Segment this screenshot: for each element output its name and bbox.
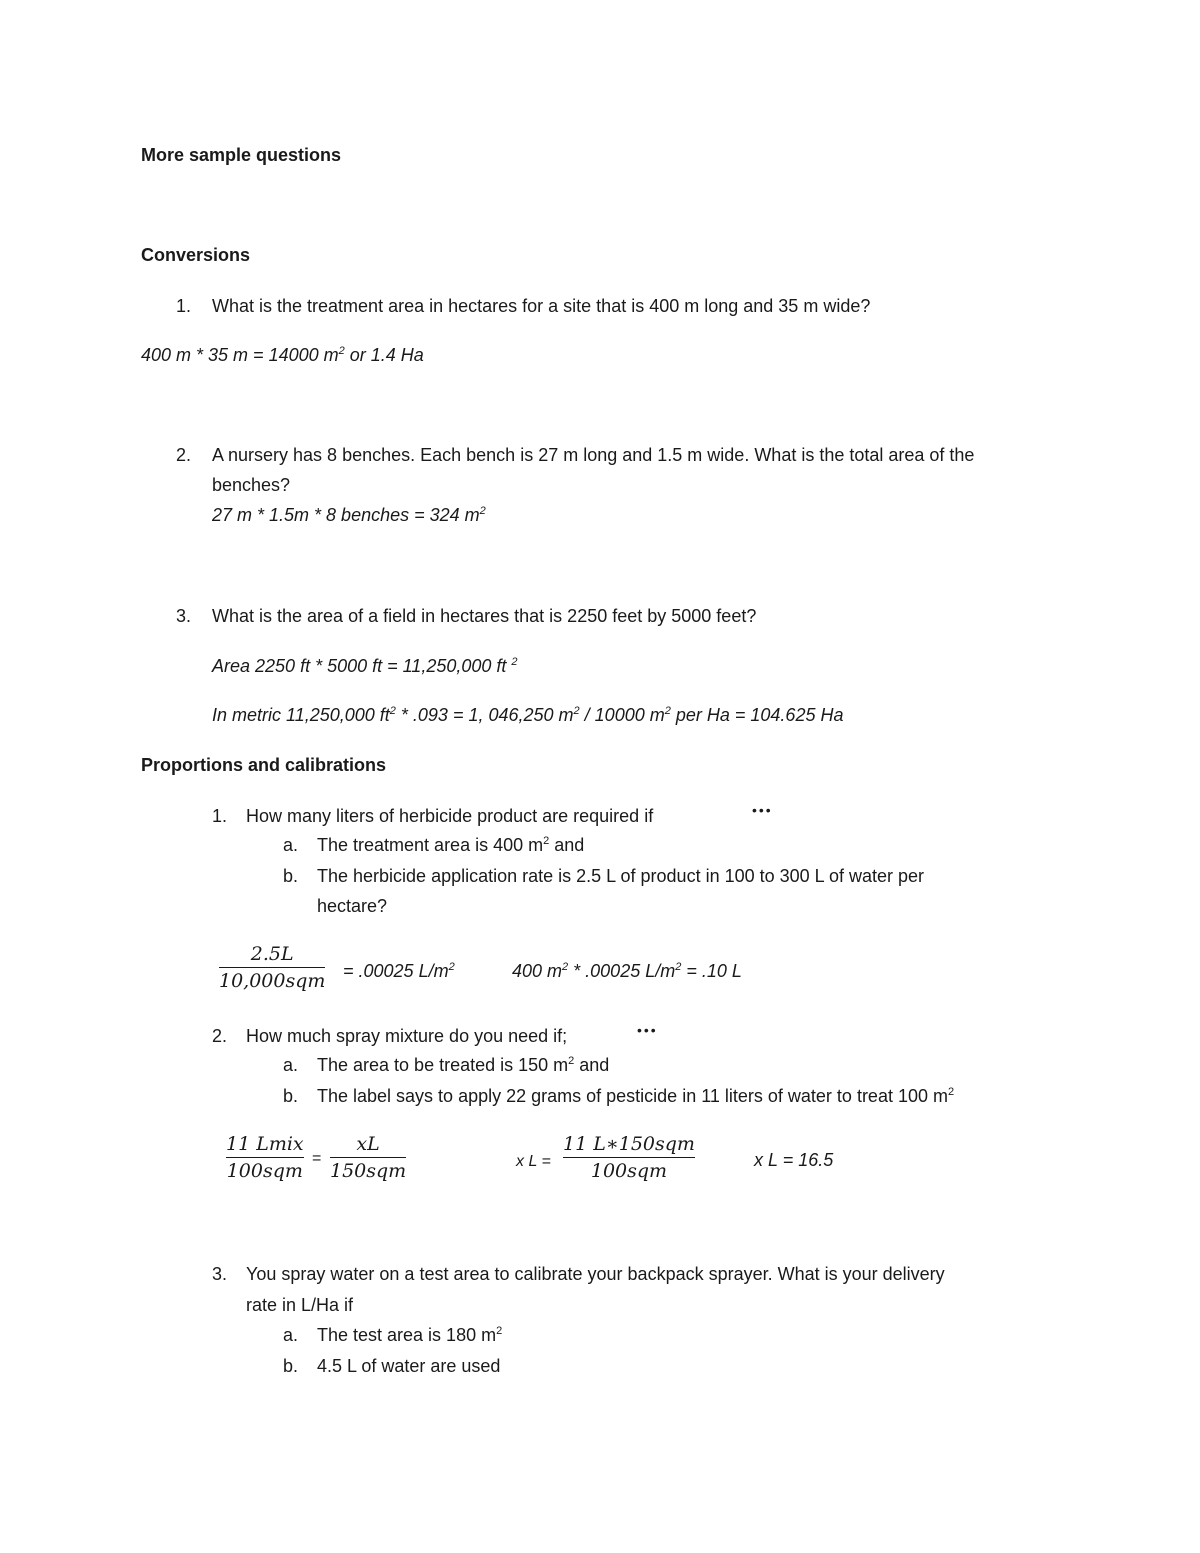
- section-heading-conversions: Conversions: [141, 245, 251, 265]
- question-number: 2.: [176, 445, 192, 465]
- sub-item-text: The treatment area is 400 $m^2$ and: [317, 835, 585, 855]
- question-text: A nursery has 8 benches. Each bench is 27 m long and 1.5 m wide. What is the total area of the: [212, 445, 975, 465]
- fraction-denominator: 100𝑠𝑞𝑚: [226, 1160, 303, 1182]
- bullet-marker: •••: [752, 802, 773, 818]
- fraction-denominator: 100𝑠𝑞𝑚: [590, 1160, 668, 1182]
- fraction-numerator: 2.5𝐿: [250, 943, 294, 965]
- fraction: [330, 1132, 406, 1183]
- fraction-numerator: 11 𝐿𝑚𝑖𝑥: [226, 1133, 304, 1155]
- fraction-bar: [330, 1157, 406, 1158]
- sub-item-label: b.: [283, 1086, 299, 1106]
- sub-item-label: a.: [283, 1325, 299, 1345]
- answer-text: 27 m * 1.5m * 8 benches = 324 $m^2$: [212, 505, 486, 525]
- question-text: How much spray mixture do you need if;: [246, 1026, 568, 1046]
- equation-result: x L = 16.5: [754, 1150, 834, 1170]
- answer-text: 400 m * 35 m = 14000 $m^2$ or 1.4 Ha: [141, 345, 424, 365]
- equation-text: 400 $m^2 * .00025$ $L/m^2 = .10$ L: [512, 961, 742, 981]
- equals-sign: =: [312, 1150, 322, 1167]
- fraction-numerator: 11 𝐿∗150𝑠𝑞𝑚: [563, 1133, 695, 1155]
- sub-item-text: hectare?: [317, 896, 388, 916]
- question-text: rate in L/Ha if: [246, 1295, 354, 1315]
- sub-item-text: The label says to apply 22 grams of pesticide in 11 liters of water to treat 100 $m^2$: [317, 1086, 955, 1106]
- question-number: 2.: [212, 1026, 228, 1046]
- question-number: 3.: [212, 1264, 228, 1284]
- sub-item-text: The area to be treated is 150 $m^2$ and: [317, 1055, 610, 1075]
- question-text: How many liters of herbicide product are required if: [246, 806, 654, 826]
- question-number: 1.: [176, 296, 192, 316]
- fraction: [219, 942, 325, 993]
- fraction-denominator: 150𝑠𝑞𝑚: [330, 1160, 407, 1182]
- fraction-bar: [219, 967, 325, 968]
- fraction-bar: [563, 1157, 695, 1158]
- question-text: What is the area of a field in hectares that is 2250 feet by 5000 feet?: [212, 606, 757, 626]
- fraction: [226, 1132, 304, 1183]
- sub-item-label: a.: [283, 1055, 299, 1075]
- equation-text: = .00025 $L/m^2$: [343, 961, 455, 981]
- equation-text: x L =: [516, 1153, 551, 1170]
- sub-item-label: b.: [283, 1356, 299, 1376]
- fraction-bar: [226, 1157, 304, 1158]
- fraction: [563, 1132, 695, 1183]
- question-number: 3.: [176, 606, 192, 626]
- sub-item-text: 4.5 L of water are used: [317, 1356, 501, 1376]
- sub-item-label: a.: [283, 835, 299, 855]
- question-text: What is the treatment area in hectares for a site that is 400 m long and 35 m wide?: [212, 296, 871, 316]
- fraction-numerator: 𝑥𝐿: [356, 1133, 380, 1155]
- question-number: 1.: [212, 806, 228, 826]
- bullet-marker: •••: [637, 1022, 658, 1038]
- question-text: benches?: [212, 475, 291, 495]
- page-title: More sample questions: [141, 145, 342, 165]
- sub-item-text: The test area is 180 $m^2$: [317, 1325, 503, 1345]
- fraction-denominator: 10,000𝑠𝑞𝑚: [219, 970, 326, 992]
- answer-text: Area 2250 ft * 5000 ft = 11,250,000 ft $^2$: [212, 656, 518, 676]
- section-heading-proportions: Proportions and calibrations: [141, 755, 387, 775]
- sub-item-label: b.: [283, 866, 299, 886]
- sub-item-text: The herbicide application rate is 2.5 L of product in 100 to 300 L of water per: [317, 866, 925, 886]
- question-text: You spray water on a test area to calibrate your backpack sprayer. What is your delivery: [246, 1264, 945, 1284]
- answer-text: In metric 11,250,000 $ft^2 * .093 = 1$, 046,250 $m^2 / 10000$ $m^2$ per Ha = 104.625 Ha: [212, 705, 844, 725]
